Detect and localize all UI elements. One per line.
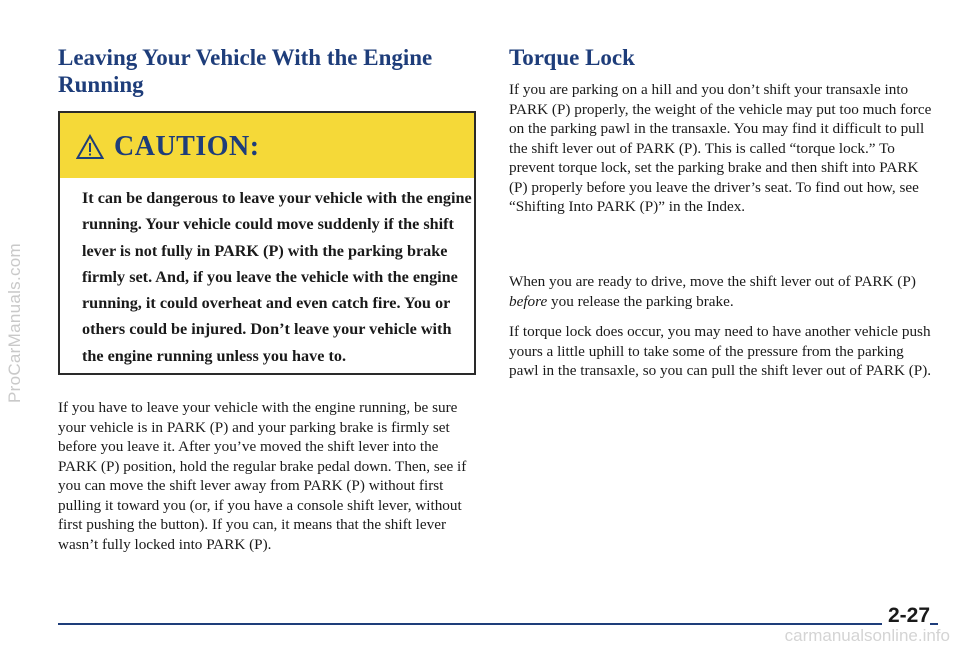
page-number: 2-27 xyxy=(882,604,930,628)
torque-lock-paragraph-1: If you are parking on a hill and you don’t shift your transaxle into PARK (P) properly, the weight of the vehicle may put too much force on the parking pawl in the transaxle. You may find it difficult to pull the shift lever out of PARK (P). This is called “torque lock.” To prevent torque lock, set the parking brake and then shift into PARK (P) properly before you leave the driver’s seat. To find out how, see “Shifting Into PARK (P)” in the Index. xyxy=(509,81,932,215)
torque-lock-paragraph-2 xyxy=(509,272,934,311)
warning-triangle-icon xyxy=(76,134,104,160)
section-heading-torque-lock: Torque Lock xyxy=(509,45,635,70)
caution-box xyxy=(58,111,476,375)
footer-watermark: carmanualsonline.info xyxy=(784,626,950,645)
left-column xyxy=(58,44,478,98)
caution-text: It can be dangerous to leave your vehicle with the engine running. Your vehicle could move suddenly if the shift lever is not fully in PARK (P) with the parking brake firmly set. And, if you leave the vehicle with the engine running, it could overheat and even catch fire. You or others could be injured. Don’t leave your vehicle with the engine running unless you have to. xyxy=(82,189,472,365)
caution-label: CAUTION: xyxy=(114,131,260,162)
footer-rule xyxy=(58,623,938,625)
side-watermark xyxy=(0,0,30,645)
leaving-vehicle-paragraph: If you have to leave your vehicle with the engine running, be sure your vehicle is in PARK (P) and your parking brake is firmly set before you leave it. After you’ve moved the shift lever into the PARK (P) position, hold the regular brake pedal down. Then, see if you can move the shift lever away from PARK (P) without first pulling it toward you (or, if you have a console shift lever, without first pushing the button). If you can, it means that the shift lever wasn’t fully locked into PARK (P). xyxy=(58,399,467,553)
paragraph-2-end: you release the parking brake. xyxy=(547,292,734,310)
caution-header xyxy=(76,127,260,167)
section-heading-leaving-vehicle: Leaving Your Vehicle With the Engine Running xyxy=(58,45,433,97)
torque-lock-paragraph-3: If torque lock does occur, you may need to have another vehicle push yours a little uphill to take some of the pressure from the parking pawl in the transaxle, so you can pull the shift lever out of PARK (P). xyxy=(509,323,932,379)
paragraph-2-start: When you are ready to drive, move the shift lever out of PARK (P) xyxy=(509,273,916,290)
right-column xyxy=(509,44,934,71)
side-watermark-text: ProCarManuals.com xyxy=(5,242,25,403)
paragraph-2-emphasis: before xyxy=(509,292,548,310)
